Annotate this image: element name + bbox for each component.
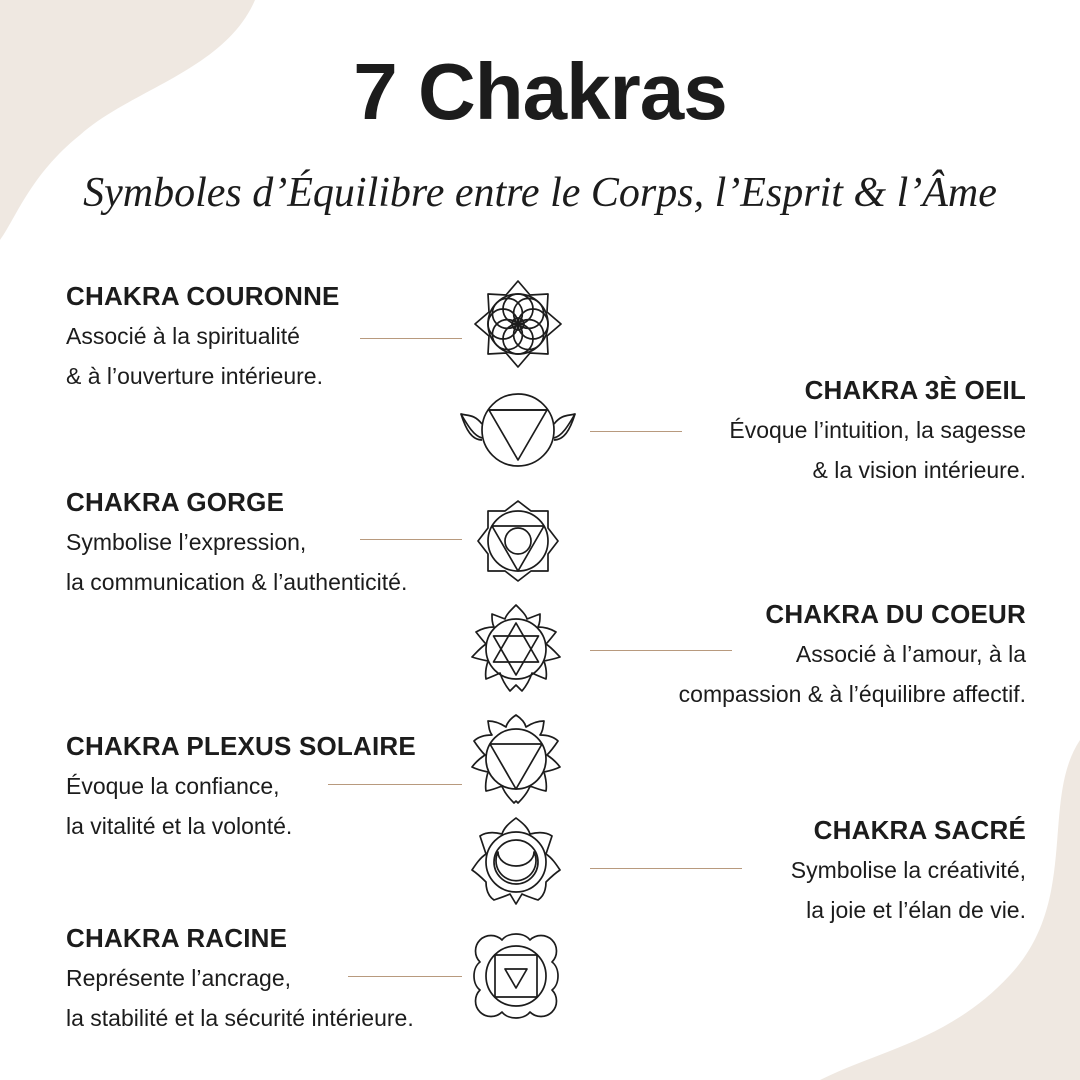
chakra-throat-title: CHAKRA GORGE [66,487,285,517]
solar-plexus-chakra-icon [469,712,563,806]
page-title: 7 Chakras [353,47,727,136]
chakra-sacral-line2: la joie et l’élan de vie. [806,896,1026,923]
connector-line [590,868,742,869]
connector-line [328,784,462,785]
chakra-solar-plexus-title: CHAKRA PLEXUS SOLAIRE [66,731,416,761]
chakra-sacral-line1: Symbolise la créativité, [790,856,1026,883]
chakra-third-eye-title: CHAKRA 3È OEIL [804,375,1026,405]
chakra-sacral-text [791,816,1026,930]
chakra-throat-text [66,488,407,602]
chakra-sacral-title: CHAKRA SACRÉ [813,815,1026,845]
page-subtitle: Symboles d’Équilibre entre le Corps, l’Esprit & l’Âme [83,170,997,216]
chakra-crown-line1: Associé à la spiritualité [66,322,300,349]
chakra-third-eye-line1: Évoque l’intuition, la sagesse [729,416,1026,443]
chakra-heart-title: CHAKRA DU COEUR [765,599,1026,629]
connector-line [590,650,732,651]
connector-line [590,431,682,432]
connector-line [360,338,462,339]
connector-line [348,976,462,977]
chakra-crown-title: CHAKRA COURONNE [66,281,340,311]
chakra-throat-line1: Symbolise l’expression, [66,528,307,555]
chakra-third-eye-text [729,376,1026,490]
throat-chakra-icon [476,499,560,583]
chakra-third-eye-line2: & la vision intérieure. [812,456,1026,483]
chakra-solar-plexus-line2: la vitalité et la volonté. [66,812,293,839]
crown-chakra-icon [472,278,564,370]
connector-line [360,539,462,540]
chakra-solar-plexus-line1: Évoque la confiance, [66,772,280,799]
chakra-throat-line2: la communication & l’authenticité. [66,568,408,595]
chakra-solar-plexus-text [66,732,416,846]
chakra-heart-line1: Associé à l’amour, à la [795,640,1026,667]
chakra-root-line1: Représente l’ancrage, [66,964,292,991]
chakra-root-line2: la stabilité et la sécurité intérieure. [66,1004,414,1031]
chakra-heart-line2: compassion & à l’équilibre affectif. [678,680,1026,707]
chakra-root-text [66,924,414,1038]
chakra-crown-text [66,282,340,396]
third-eye-chakra-icon [458,388,578,472]
chakra-crown-line2: & à l’ouverture intérieure. [66,362,323,389]
root-chakra-icon [469,929,563,1023]
chakra-root-title: CHAKRA RACINE [66,923,288,953]
chakra-heart-text [679,600,1026,714]
heart-chakra-icon [469,602,563,696]
sacral-chakra-icon [469,815,563,909]
